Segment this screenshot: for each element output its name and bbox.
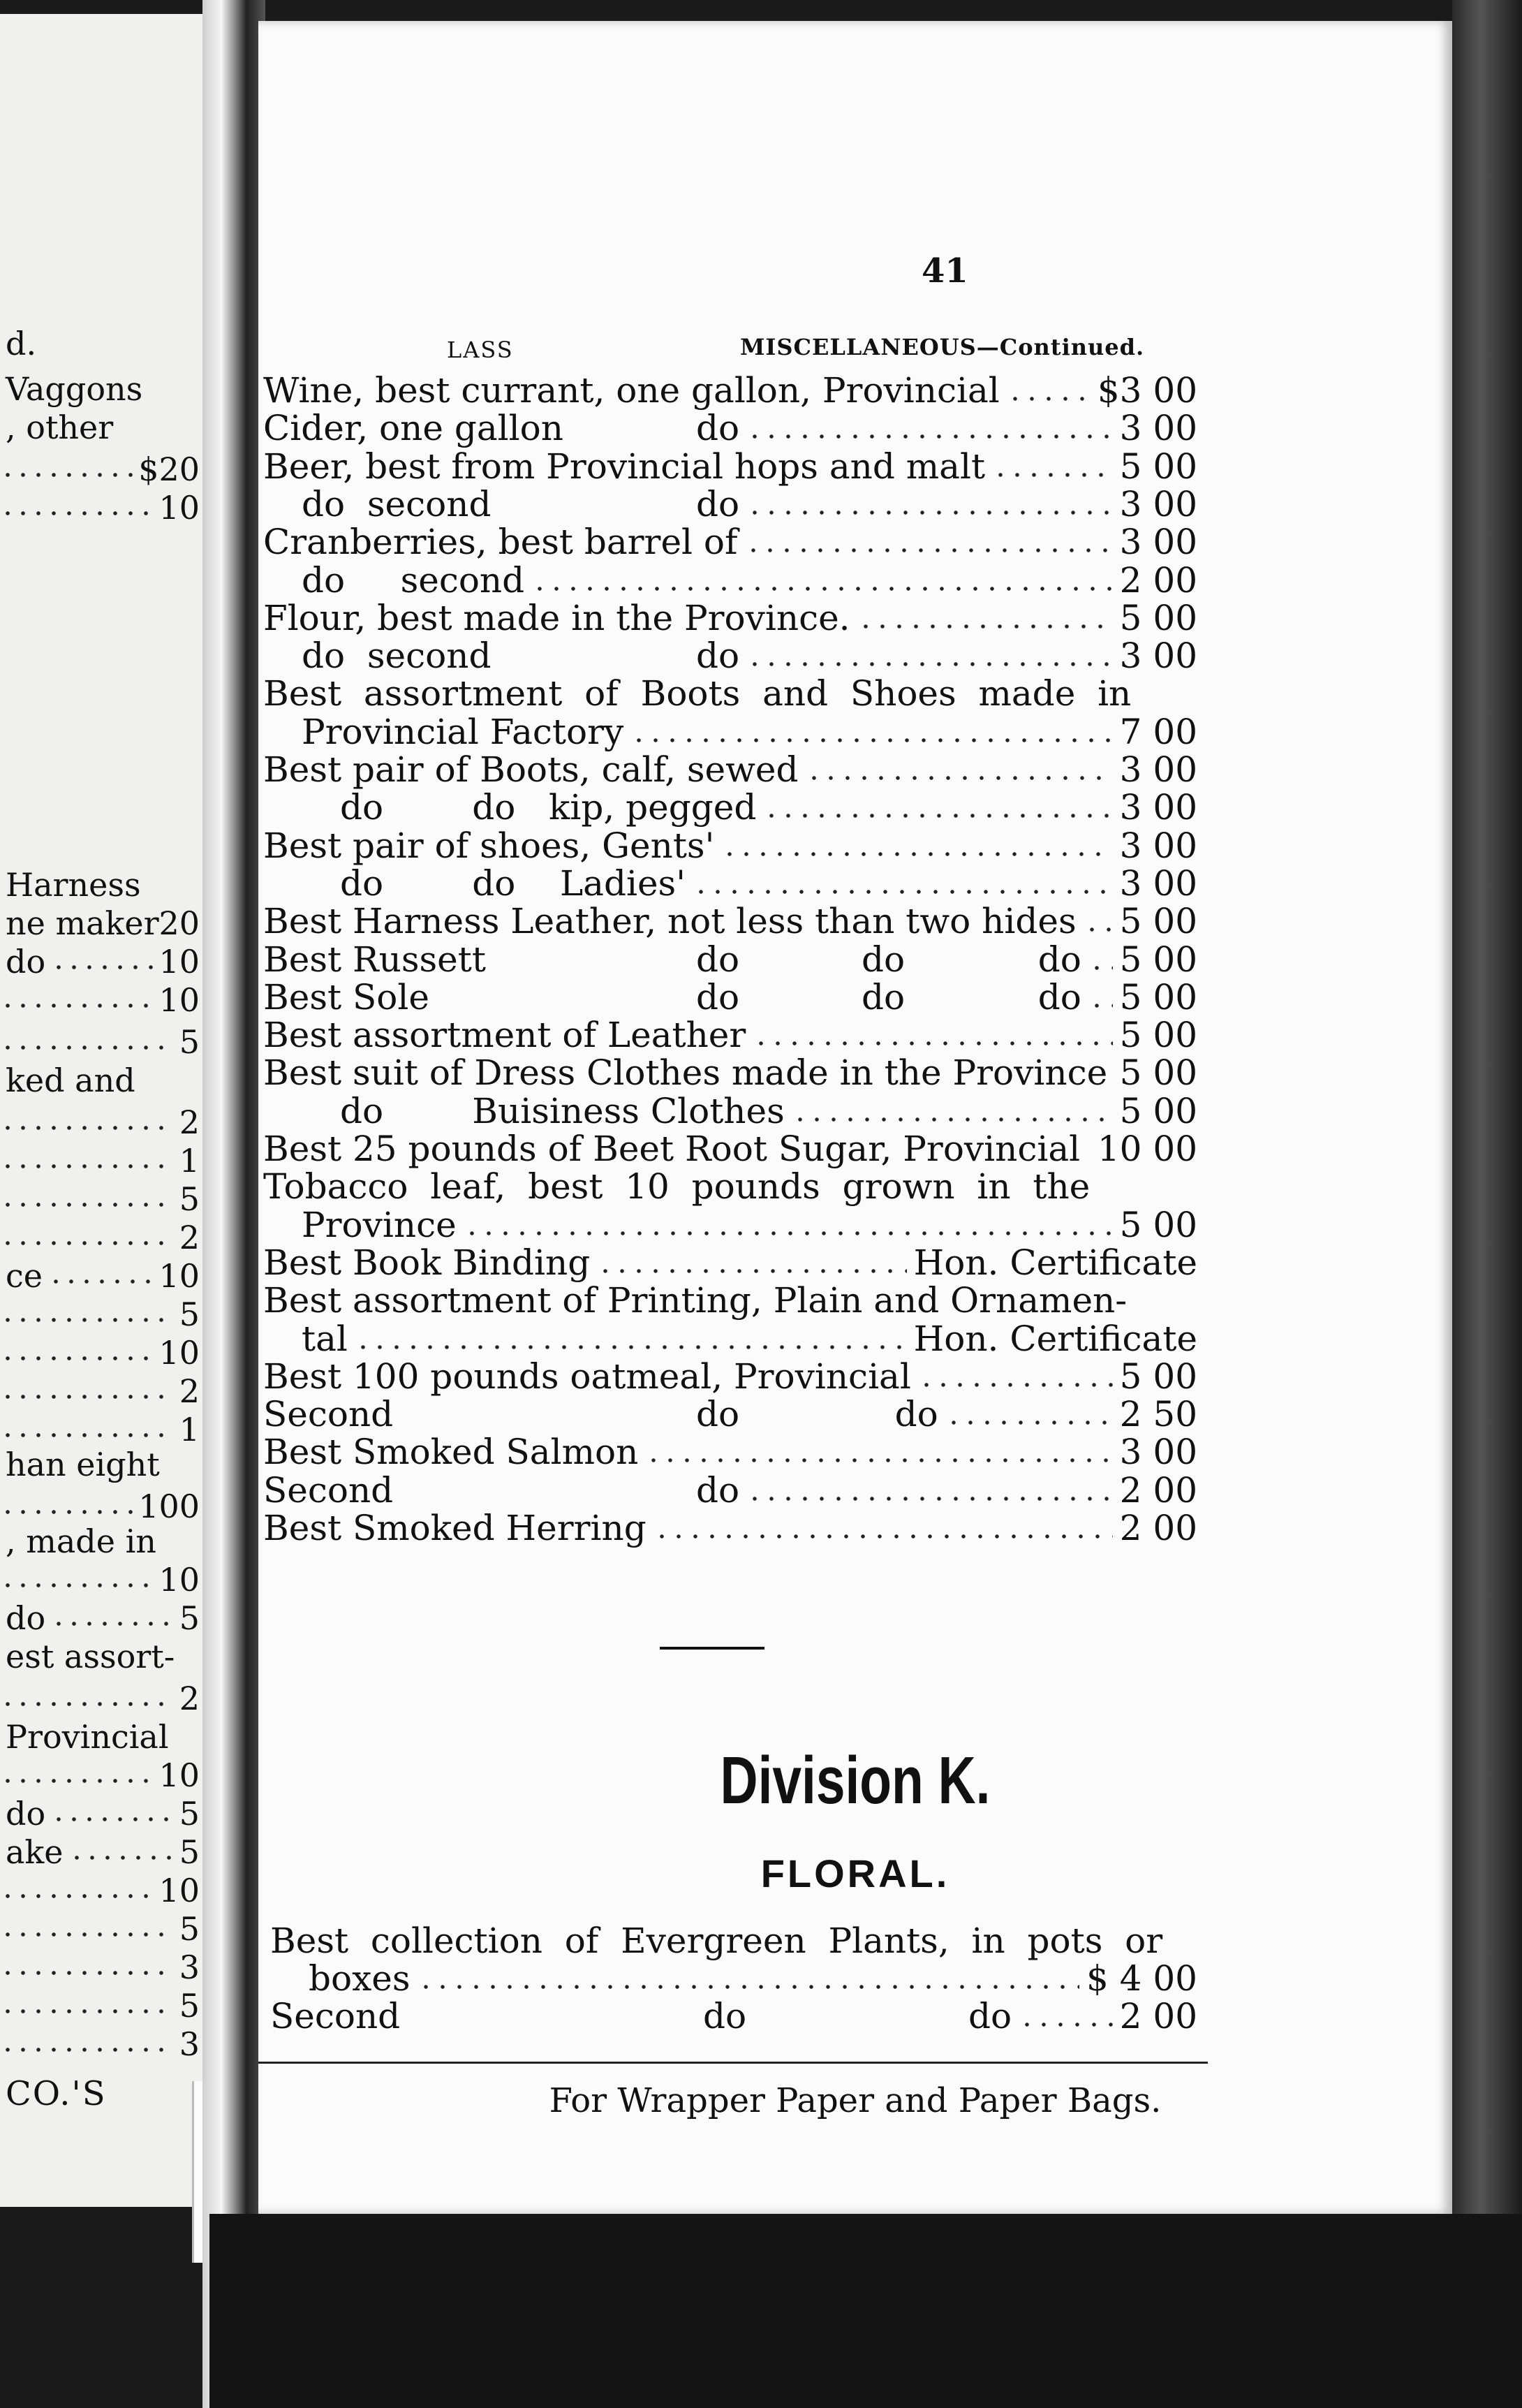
entry-amount: 5 00 (1119, 1052, 1197, 1094)
left-page-amount: 5 (179, 1599, 200, 1637)
leader-dots (693, 888, 1113, 895)
entry-description: Beer, best from Provincial hops and malt (263, 446, 986, 487)
leader-dots (597, 1268, 907, 1275)
section-divider (660, 1647, 764, 1650)
entry-description: do do kip, pegged (340, 787, 757, 828)
left-page-line (0, 1446, 209, 1486)
entry-description: Cranberries, best barrel of (263, 522, 738, 563)
entry-row (258, 1129, 1452, 1168)
entry-row (258, 863, 1452, 902)
entry-row (258, 787, 1452, 826)
leader-dots (0, 510, 153, 517)
left-page-line (0, 1257, 209, 1298)
entry-amount: 3 00 (1119, 749, 1197, 790)
leader-dots (69, 1854, 174, 1861)
entry-ditto: do (696, 408, 740, 449)
entry-row (258, 522, 1452, 561)
left-page-amount: 10 (158, 1561, 200, 1599)
leader-dots (753, 1040, 1113, 1047)
leader-dots (0, 1931, 174, 1938)
leader-dots (1007, 395, 1091, 402)
left-page-line (0, 409, 209, 449)
entry-description: Tobacco leaf, best 10 pounds grown in the (263, 1166, 1091, 1207)
entry-amount: 3 00 (1119, 636, 1197, 677)
floral-description: Second (270, 1996, 401, 2036)
entry-row (258, 1242, 1452, 1282)
division-title: Division K. (720, 1743, 991, 1818)
left-page-amount: 5 (179, 1023, 200, 1061)
left-page-text: , other (6, 409, 114, 446)
page-number: 41 (922, 251, 968, 291)
entry-ditto: do (696, 483, 740, 524)
entry-row (258, 1319, 1452, 1358)
leader-dots (1084, 926, 1113, 933)
entry-amount: 3 00 (1119, 1432, 1197, 1473)
entry-description: Cider, one gallon (263, 408, 563, 449)
left-page-line (0, 1062, 209, 1102)
entry-description: Best 100 pounds oatmeal, Provincial (263, 1356, 911, 1397)
entry-row (258, 408, 1452, 447)
leader-dots (0, 1969, 174, 1976)
entry-amount: 5 00 (1119, 446, 1197, 487)
entry-amount: $3 00 (1097, 370, 1197, 411)
leader-dots (746, 509, 1113, 516)
entry-row (258, 712, 1452, 751)
entry-description: Provincial Factory (302, 711, 624, 752)
leader-dots (745, 547, 1113, 554)
left-page-amount: 2 (179, 1103, 200, 1141)
floral-row (258, 1921, 1452, 1960)
left-page-text: ce (6, 1257, 43, 1295)
left-page-amount: 3 (179, 1948, 200, 1986)
entry-amount: 5 00 (1119, 597, 1197, 638)
entry-description: do Buisiness Clothes (340, 1090, 785, 1131)
entry-amount: 2 00 (1119, 1469, 1197, 1511)
left-page-line (0, 1561, 209, 1601)
leader-dots (0, 1163, 174, 1170)
entry-description: do second (302, 483, 492, 524)
class-column-header: LASS (447, 337, 514, 363)
leader-dots (51, 1620, 174, 1627)
leader-dots (0, 471, 133, 478)
left-page-line (0, 1522, 209, 1563)
leader-dots (51, 964, 153, 971)
book-bottom-edge (209, 2214, 1522, 2408)
left-page-text: do (6, 1599, 46, 1637)
entry-row (258, 901, 1452, 940)
book-spine (202, 0, 265, 2408)
left-page-line (0, 1948, 209, 1989)
section-heading: MISCELLANEOUS—Continued. (740, 334, 1145, 360)
floral-description: Best collection of Evergreen Plants, in pots or (270, 1921, 1163, 1961)
entry-description: Best 25 pounds of Beet Root Sugar, Provincial (263, 1129, 1081, 1169)
left-page-text: Harness (6, 866, 141, 904)
entry-description: do second (302, 636, 492, 677)
entry-amount: Hon. Certificate (913, 1318, 1197, 1359)
leader-dots (992, 471, 1113, 478)
leader-dots (0, 1355, 153, 1362)
entry-amount: 5 00 (1119, 901, 1197, 942)
leader-dots (1088, 1002, 1113, 1009)
left-page-line (0, 981, 209, 1022)
leader-dots (630, 737, 1113, 744)
entry-amount: 5 00 (1119, 1015, 1197, 1056)
left-page-line (0, 1756, 209, 1797)
division-subtitle: FLORAL. (760, 1851, 950, 1895)
floral-ditto: do do (703, 1996, 1012, 2036)
left-page-line (0, 370, 209, 411)
entry-description: do second (302, 559, 525, 601)
entry-description: Best suit of Dress Clothes made in the Province (263, 1052, 1108, 1094)
footer-rule (258, 2062, 1208, 2064)
leader-dots (746, 433, 1113, 440)
left-page-line (0, 1680, 209, 1720)
entry-description: Best pair of shoes, Gents' (263, 825, 715, 866)
left-page-amount: 5 (179, 1910, 200, 1948)
entry-description: Flour, best made in the Province. (263, 597, 850, 638)
left-page-amount: 2 (179, 1219, 200, 1256)
leader-dots (464, 1230, 1113, 1237)
entry-row (258, 1356, 1452, 1395)
left-page-line (0, 1638, 209, 1678)
leader-dots (746, 1495, 1113, 1502)
left-page-text: ked and (6, 1062, 135, 1099)
left-page-amount: 10 (158, 943, 200, 981)
left-page-amount: 1 (179, 1411, 200, 1448)
leader-dots (0, 1393, 174, 1400)
entry-description: Best Russett (263, 939, 486, 980)
left-page-line (0, 489, 209, 529)
entry-row (258, 1205, 1452, 1244)
leader-dots (0, 1432, 174, 1439)
footer-advert: For Wrapper Paper and Paper Bags. (549, 2081, 1162, 2120)
entry-amount: Hon. Certificate (913, 1242, 1197, 1283)
entry-row (258, 977, 1452, 1016)
entry-row (258, 1052, 1452, 1092)
previous-page-fragment (0, 14, 209, 2207)
entry-row (258, 749, 1452, 788)
left-page-line (0, 1142, 209, 1182)
left-page-line (0, 1833, 209, 1874)
left-page-line (0, 2025, 209, 2066)
left-page-line (0, 1295, 209, 1336)
left-page-amount: 5 (179, 1295, 200, 1333)
entry-amount: 3 00 (1119, 825, 1197, 866)
entry-description: do do Ladies' (340, 862, 686, 904)
leader-dots (0, 1316, 174, 1323)
entry-ditto: do (696, 1469, 740, 1511)
leader-dots (0, 1002, 153, 1009)
entry-amount: 5 00 (1119, 1090, 1197, 1131)
entry-description: tal (302, 1318, 348, 1359)
leader-dots (653, 1533, 1113, 1540)
entry-row (258, 636, 1452, 675)
left-page-amount: 10 (158, 1257, 200, 1295)
entry-description: Best assortment of Leather (263, 1015, 746, 1056)
left-page-amount: 5 (179, 1180, 200, 1218)
leader-dots (0, 1893, 153, 1900)
left-page-text: est assort- (6, 1638, 175, 1675)
entry-row (258, 1280, 1452, 1319)
left-page-footer: CO.'S (6, 2074, 107, 2113)
entry-amount: 2 50 (1119, 1394, 1197, 1435)
left-page-amount: 5 (179, 1795, 200, 1833)
leader-dots (792, 1116, 1113, 1123)
left-page-line (0, 325, 209, 365)
left-page-amount: 5 (179, 1833, 200, 1871)
leader-dots (746, 661, 1113, 668)
leader-dots (0, 1044, 174, 1051)
left-page-text: ne maker (6, 904, 159, 942)
leader-dots (721, 851, 1113, 858)
leader-dots (1019, 2021, 1113, 2028)
left-page-line (0, 1103, 209, 1144)
left-page-amount: 10 (158, 1756, 200, 1794)
left-page-amount: 10 (158, 489, 200, 527)
left-page-amount: 10 (158, 1334, 200, 1372)
left-page-line (0, 904, 209, 945)
left-page-text: , made in (6, 1522, 156, 1560)
entry-description: Best Sole (263, 976, 429, 1018)
left-page-amount: $20 (138, 450, 200, 488)
left-page-line (0, 1180, 209, 1221)
left-page-amount: 100 (138, 1488, 200, 1525)
entry-row (258, 1508, 1452, 1547)
entry-row (258, 484, 1452, 523)
left-page-text: han eight (6, 1446, 160, 1483)
entry-amount: 10 00 (1097, 1129, 1197, 1169)
leader-dots (0, 2008, 174, 2015)
left-page-line (0, 1795, 209, 1835)
entry-amount: 5 00 (1119, 976, 1197, 1018)
entry-ditto: do (696, 636, 740, 677)
entry-description: Province (302, 1204, 457, 1245)
leader-dots (418, 1983, 1079, 1990)
entry-row (258, 1166, 1452, 1205)
leader-dots (763, 812, 1113, 819)
prize-list-page (258, 21, 1452, 2214)
entry-amount: 3 00 (1119, 522, 1197, 563)
entry-amount: 5 00 (1119, 1356, 1197, 1397)
entry-ditto: do do do (696, 939, 1081, 980)
left-page-amount: 1 (179, 1142, 200, 1180)
leader-dots (0, 2046, 174, 2053)
left-page-amount: 2 (179, 1680, 200, 1717)
left-page-line (0, 1219, 209, 1259)
left-page-text: ake (6, 1833, 64, 1871)
left-page-line (0, 1987, 209, 2027)
entry-row (258, 560, 1452, 599)
entry-amount: 2 00 (1119, 559, 1197, 601)
entry-ditto: do do do (696, 976, 1081, 1018)
left-page-line (0, 1334, 209, 1374)
floral-description: boxes (309, 1958, 411, 1999)
leader-dots (0, 1240, 174, 1247)
leader-dots (645, 1457, 1113, 1464)
entry-row (258, 825, 1452, 865)
left-page-text: d. (6, 325, 37, 362)
left-page-line (0, 866, 209, 906)
left-page-line (0, 1372, 209, 1413)
entry-amount: 3 00 (1119, 483, 1197, 524)
left-page-line (0, 1910, 209, 1951)
leader-dots (1088, 964, 1113, 971)
entry-amount: 3 00 (1119, 408, 1197, 449)
leader-dots (945, 1419, 1113, 1426)
left-page-text: Provincial (6, 1718, 169, 1756)
left-page-amount: 2 (179, 1372, 200, 1410)
left-page-line (0, 450, 209, 491)
left-page-amount: 10 (158, 1872, 200, 1909)
entry-amount: 5 00 (1119, 939, 1197, 980)
entry-description: Best Smoked Salmon (263, 1432, 639, 1473)
entry-description: Best Harness Leather, not less than two hides (263, 901, 1077, 942)
left-page-amount: 20 (158, 904, 200, 942)
floral-amount: $ 4 00 (1086, 1958, 1197, 1999)
entry-row (258, 673, 1452, 712)
entry-amount: 3 00 (1119, 787, 1197, 828)
leader-dots (51, 1816, 174, 1823)
left-page-amount: 10 (158, 981, 200, 1019)
left-page-text: Vaggons (6, 370, 143, 408)
left-page-text: do (6, 943, 46, 981)
entry-amount: 7 00 (1119, 711, 1197, 752)
leader-dots (857, 623, 1113, 630)
entry-description: Best Smoked Herring (263, 1508, 647, 1548)
entry-ditto: do do (696, 1394, 938, 1435)
entry-description: Best assortment of Printing, Plain and Ornamen- (263, 1280, 1128, 1321)
leader-dots (531, 585, 1113, 592)
leader-dots (355, 1344, 907, 1351)
left-page-line (0, 1023, 209, 1064)
floral-row (258, 1996, 1452, 2035)
leader-dots (806, 774, 1113, 781)
book-cover-edge (1452, 0, 1522, 2408)
entry-row (258, 939, 1452, 978)
floral-amount: 2 00 (1119, 1996, 1197, 2036)
entry-row (258, 446, 1452, 485)
entry-row (258, 1470, 1452, 1509)
leader-dots (0, 1701, 174, 1708)
leader-dots (0, 1777, 153, 1784)
leader-dots (0, 1124, 174, 1131)
entry-amount: 2 00 (1119, 1508, 1197, 1548)
left-page-line (0, 1872, 209, 1912)
left-page-amount: 3 (179, 2025, 200, 2063)
entry-description: Best pair of Boots, calf, sewed (263, 749, 799, 790)
entry-description: Second (263, 1469, 394, 1511)
entry-description: Second (263, 1394, 394, 1435)
entry-row (258, 1015, 1452, 1054)
entry-description: Wine, best currant, one gallon, Provincial (263, 370, 1000, 411)
entry-amount: 5 00 (1119, 1204, 1197, 1245)
leader-dots (918, 1381, 1113, 1388)
left-page-line (0, 1718, 209, 1759)
leader-dots (0, 1508, 133, 1515)
entry-row (258, 1091, 1452, 1130)
leader-dots (48, 1278, 153, 1285)
left-page-line (0, 1599, 209, 1640)
entry-row (258, 370, 1452, 409)
entry-description: Best Book Binding (263, 1242, 591, 1283)
left-page-amount: 5 (179, 1987, 200, 2025)
leader-dots (0, 1582, 153, 1589)
floral-row (258, 1958, 1452, 1997)
left-page-text: do (6, 1795, 46, 1833)
leader-dots (0, 1201, 174, 1208)
entry-row (258, 1394, 1452, 1433)
entry-row (258, 598, 1452, 637)
entry-amount: 3 00 (1119, 862, 1197, 904)
entry-description: Best assortment of Boots and Shoes made in (263, 673, 1132, 714)
entry-row (258, 1432, 1452, 1471)
left-page-line (0, 943, 209, 983)
